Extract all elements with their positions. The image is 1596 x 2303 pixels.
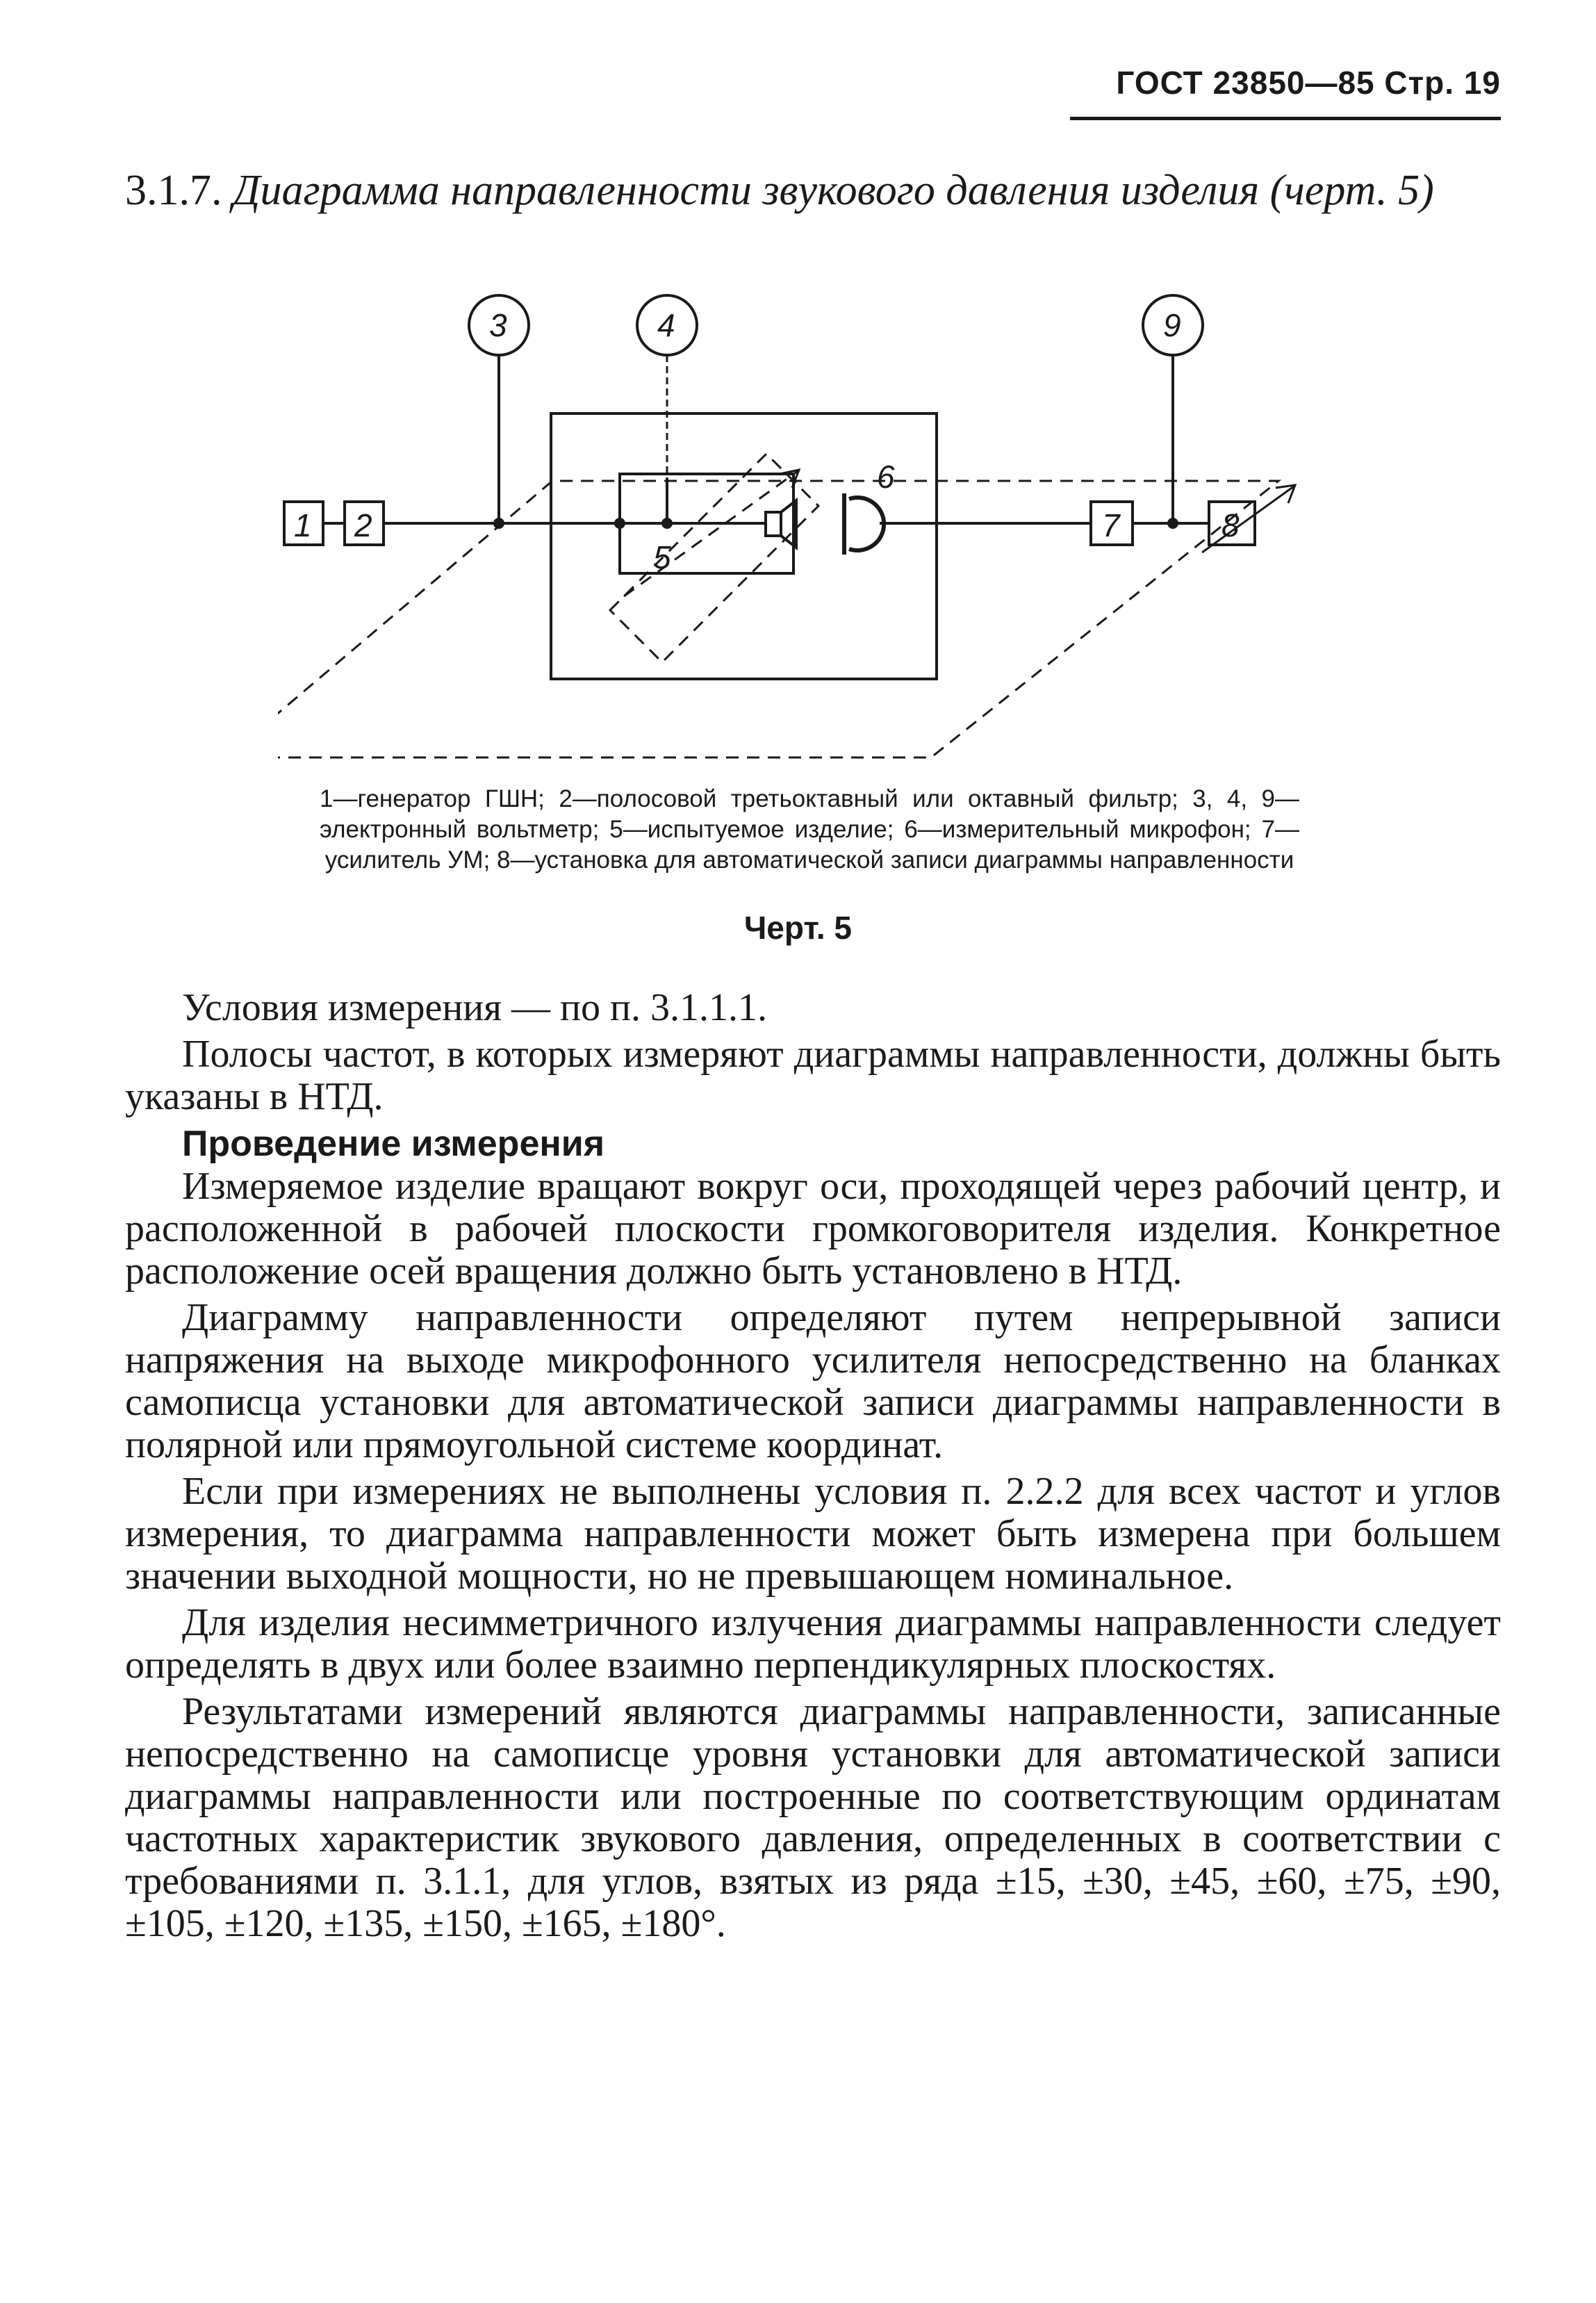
heading-procedure: Проведение измерения (182, 1124, 605, 1164)
paragraph-frequency-bands: Полосы частот, в которых измеряют диаграммы направленности, должны быть указаны в НТД. (125, 1033, 1501, 1118)
paragraph-power: Если при измерениях не выполнены условия п. 2.2.2 для всех частот и углов измерения, то диаграмма направленности может быть измерена при большем значении выходной мощности, но не превышающем номинальное. (125, 1470, 1501, 1598)
label-7: 7 (1102, 507, 1120, 543)
paragraph-results: Результатами измерений являются диаграммы направленности, записанные непосредственно на самописце уровня установки для автоматической записи диаграммы направленности или построенные по соответствующим ординатам частотных характеристик звукового давления, определенных в соответствии с требованиями п. 3.1.1, для углов, взятых из ряда ±15, ±30, ±45, ±60, ±75, ±90, ±105, ±120, ±135, ±150, ±165, ±180°. (125, 1690, 1501, 1945)
figure-caption: 1—генератор ГШН; 2—полосовой третьоктавный или октавный фильтр; 3, 4, 9—электронный вольтметр; 5—испытуемое изделие; 6—измерительный микрофон; 7—усилитель УМ; 8—установка для автоматической записи диаграммы направленности (320, 785, 1299, 874)
rotated-product-box (610, 454, 818, 662)
microphone-head (849, 498, 884, 550)
chamber-box (551, 413, 937, 679)
loudspeaker-body (766, 512, 781, 536)
paragraph-recording: Диаграмму направленности определяют путем непрерывной записи напряжения на выходе микрофонного усилителя непосредственно на бланках самописца установки для автоматической записи диаграммы направленности в полярной или прямоугольной системе координат. (125, 1296, 1501, 1466)
section-title-text: Диаграмма направленности звукового давления изделия (черт. 5) (233, 167, 1434, 214)
label-1: 1 (294, 507, 312, 543)
measurement-diagram (278, 278, 1362, 778)
paragraph-rotation: Измеряемое изделие вращают вокруг оси, проходящей через рабочий центр, и расположенной в рабочей плоскости громкоговорителя изделия. Конкретное расположение осей вращения должно быть установлено в НТД. (125, 1165, 1501, 1293)
page-header: ГОСТ 23850—85 Стр. 19 (1116, 65, 1501, 101)
label-9: 9 (1163, 307, 1181, 343)
figure-label: Черт. 5 (743, 910, 853, 946)
paragraph-asymmetric: Для изделия несимметричного излучения диаграммы направленности следует определять в двух или более взаимно перпендикулярных плоскостях. (125, 1601, 1501, 1687)
label-4: 4 (657, 307, 675, 343)
label-6: 6 (877, 459, 895, 495)
label-8: 8 (1221, 507, 1240, 543)
paragraph-conditions: Условия измерения — по п. 3.1.1.1. (182, 986, 767, 1029)
diagram-svg (278, 278, 1362, 778)
label-2: 2 (354, 507, 372, 543)
label-5: 5 (653, 539, 671, 575)
section-number: 3.1.7. (125, 167, 222, 214)
body-text (125, 987, 1501, 1949)
header-rule (1070, 117, 1501, 120)
section-title (125, 161, 1501, 220)
label-3: 3 (489, 307, 507, 343)
